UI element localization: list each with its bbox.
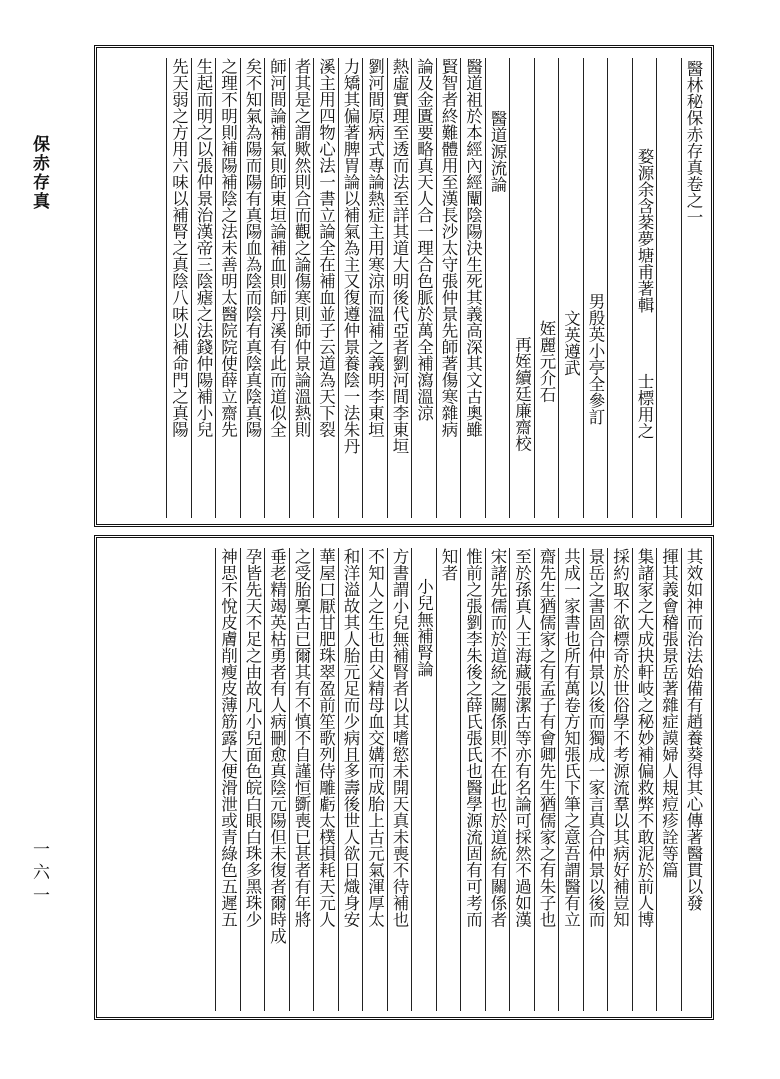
top-column-text: 婺源余含棻夢塘甫著輯 bbox=[635, 148, 654, 313]
bottom-column bbox=[313, 548, 338, 1011]
top-column bbox=[264, 58, 289, 518]
top-signature-text: 文英遵武 bbox=[561, 310, 581, 376]
top-column bbox=[289, 58, 314, 518]
side-running-title: 保赤存真 bbox=[29, 135, 49, 211]
top-signature-text: 男殷英小亭全參訂 bbox=[586, 293, 605, 425]
bottom-column-text: 集諸家之大成抉軒岐之秘妙補偏救弊不敢泥於前人博 bbox=[635, 548, 654, 928]
bottom-column-text: 小兒無補腎論 bbox=[414, 578, 434, 677]
bottom-column-text: 孕皆先天不足之由故凡小兒面色皖白眼白珠多黑珠少 bbox=[243, 548, 262, 928]
top-column bbox=[632, 58, 657, 518]
top-column bbox=[166, 58, 191, 518]
bottom-column-text: 惟前之張劉李朱後之薛氏張氏也醫學源流固有可考而 bbox=[463, 548, 483, 928]
top-column bbox=[387, 58, 412, 518]
bottom-columns bbox=[103, 548, 705, 1011]
top-column bbox=[509, 58, 534, 518]
top-column bbox=[681, 58, 706, 518]
top-column bbox=[362, 58, 387, 518]
top-column-text: 力矯其偏著脾胃論以補氣為主又復遵仲景養陰一法朱丹 bbox=[341, 58, 360, 454]
top-column bbox=[215, 58, 240, 518]
top-column bbox=[607, 58, 632, 518]
top-column bbox=[411, 58, 436, 518]
top-signature-text: 再姪續廷廉齋校 bbox=[512, 336, 532, 452]
top-signature-text: 士標用之 bbox=[635, 373, 654, 439]
top-column bbox=[240, 58, 265, 518]
top-column bbox=[338, 58, 363, 518]
bottom-column bbox=[509, 548, 534, 1011]
top-column bbox=[191, 58, 216, 518]
top-text-panel bbox=[94, 45, 714, 527]
top-columns bbox=[103, 58, 705, 518]
bottom-column bbox=[632, 548, 657, 1011]
bottom-column-text: 至於孫真人王海藏張潔古等亦有名論可採然不過如漢 bbox=[512, 548, 532, 928]
bottom-column bbox=[264, 548, 289, 1011]
bottom-column-text: 宋諸先儒而於道統之關係則不在此也於道統有關係者 bbox=[488, 548, 507, 928]
top-column bbox=[313, 58, 338, 518]
bottom-column-text: 和洋溢故其人胎元足而少病且多壽後世人欲日熾身安 bbox=[341, 548, 360, 928]
top-column bbox=[558, 58, 583, 518]
bottom-column-text: 其效如神而治法始備有趙養葵得其心傳著醫貫以發 bbox=[684, 548, 703, 911]
top-column bbox=[583, 58, 608, 518]
bottom-column-text: 之受胎稟古已爾其有不慎不自謹恒斵喪已甚者有年將 bbox=[292, 548, 311, 928]
bottom-column bbox=[362, 548, 387, 1011]
bottom-column bbox=[485, 548, 510, 1011]
bottom-column bbox=[411, 548, 436, 1011]
bottom-column bbox=[681, 548, 706, 1011]
top-column-text: 溪主用四物心法一書立論全在補血並子云道為天下裂 bbox=[316, 58, 336, 438]
bottom-column-text: 神思不悅皮膚削瘦皮薄筋露大便滑泄或青綠色五遲五 bbox=[218, 548, 238, 928]
top-column bbox=[436, 58, 461, 518]
bottom-column bbox=[558, 548, 583, 1011]
top-column bbox=[460, 58, 485, 518]
bottom-column-text: 方書謂小兒無補腎者以其嗜慾未開天真未喪不待補也 bbox=[390, 548, 409, 928]
bottom-column-text: 揮其義會稽張景岳著雜症謨婦人規痘疹詮等篇 bbox=[659, 548, 679, 878]
top-column bbox=[485, 58, 510, 518]
bottom-column-text: 採約取不欲標奇於世俗學不考源流羣以其病好補豈知 bbox=[610, 548, 630, 928]
top-column bbox=[534, 58, 559, 518]
bottom-column-text: 齋先生猶儒家之有孟子有會卿先生猶儒家之有朱子也 bbox=[537, 548, 556, 928]
top-column-text: 之理不明則補陽補陰之法未善明太醫院院使薛立齋先 bbox=[218, 58, 238, 438]
top-column-text: 矣不知氣為陽而陽有真陽血為陰而陰有真陰真陰真陽 bbox=[243, 58, 262, 438]
top-column-text: 師河間論補氣則師東垣論補血則師丹溪有此而道似全 bbox=[267, 58, 287, 438]
bottom-column-text: 共成一家書也所有萬卷方知張氏下筆之意吾謂醫有立 bbox=[561, 548, 581, 928]
top-column-text: 劉河間原病式專論熱症主用寒涼而溫補之義明李東垣 bbox=[365, 58, 385, 438]
bottom-column bbox=[583, 548, 608, 1011]
bottom-column bbox=[289, 548, 314, 1011]
bottom-column bbox=[240, 548, 265, 1011]
top-column-text: 醫道祖於本經內經闡陰陽決生死其義高深其文古奧雖 bbox=[463, 58, 483, 438]
bottom-column bbox=[215, 548, 240, 1011]
top-column-text: 論及金匱要略真天人合一理合色脈於萬全補瀉溫涼 bbox=[414, 58, 434, 421]
top-signature-text: 姪麗元介石 bbox=[537, 320, 556, 403]
bottom-column-text: 景岳之書固合仲景以後而獨成一家言真合仲景以後而 bbox=[586, 548, 605, 928]
bottom-column bbox=[387, 548, 412, 1011]
bottom-column bbox=[534, 548, 559, 1011]
page-number: 一六一 bbox=[29, 840, 49, 909]
bottom-column bbox=[607, 548, 632, 1011]
top-column-text: 熱虛實理至透而法至詳其道大明後代亞者劉河間李東垣 bbox=[390, 58, 409, 454]
top-column-text: 醫林秘保赤存真卷之一 bbox=[684, 60, 703, 225]
bottom-column bbox=[436, 548, 461, 1011]
top-column-text: 者其是之謂歟然則合而觀之論傷寒則師仲景論溫熱則 bbox=[292, 58, 311, 438]
bottom-column bbox=[656, 548, 681, 1011]
top-column bbox=[656, 58, 681, 518]
top-column-text: 先天弱之方用六味以補腎之真陰八味以補命門之真陽 bbox=[169, 58, 189, 438]
bottom-column-text: 垂老精竭英枯勇者有人病刪愈真陰元陽但未復者爾時成 bbox=[267, 548, 287, 944]
top-column-text: 醫道源流論 bbox=[488, 110, 507, 193]
bottom-column-text: 知者 bbox=[439, 548, 458, 581]
bottom-column-text: 不知人之生也由父精母血交媾而成胎上古元氣渾厚太 bbox=[365, 548, 385, 928]
top-column-text: 生起而明之以張仲景治漢帝三陰瘧之法錢仲陽補小兒 bbox=[194, 58, 213, 438]
bottom-text-panel bbox=[94, 535, 714, 1020]
bottom-column bbox=[460, 548, 485, 1011]
bottom-column-text: 華屋口厭甘肥珠翠盈前笙歌列侍雕虧太樸損耗天元人 bbox=[316, 548, 336, 928]
top-column-text: 賢智者終難體用至漢長沙太守張仲景先師著傷寒雜病 bbox=[439, 58, 458, 438]
bottom-column bbox=[338, 548, 363, 1011]
